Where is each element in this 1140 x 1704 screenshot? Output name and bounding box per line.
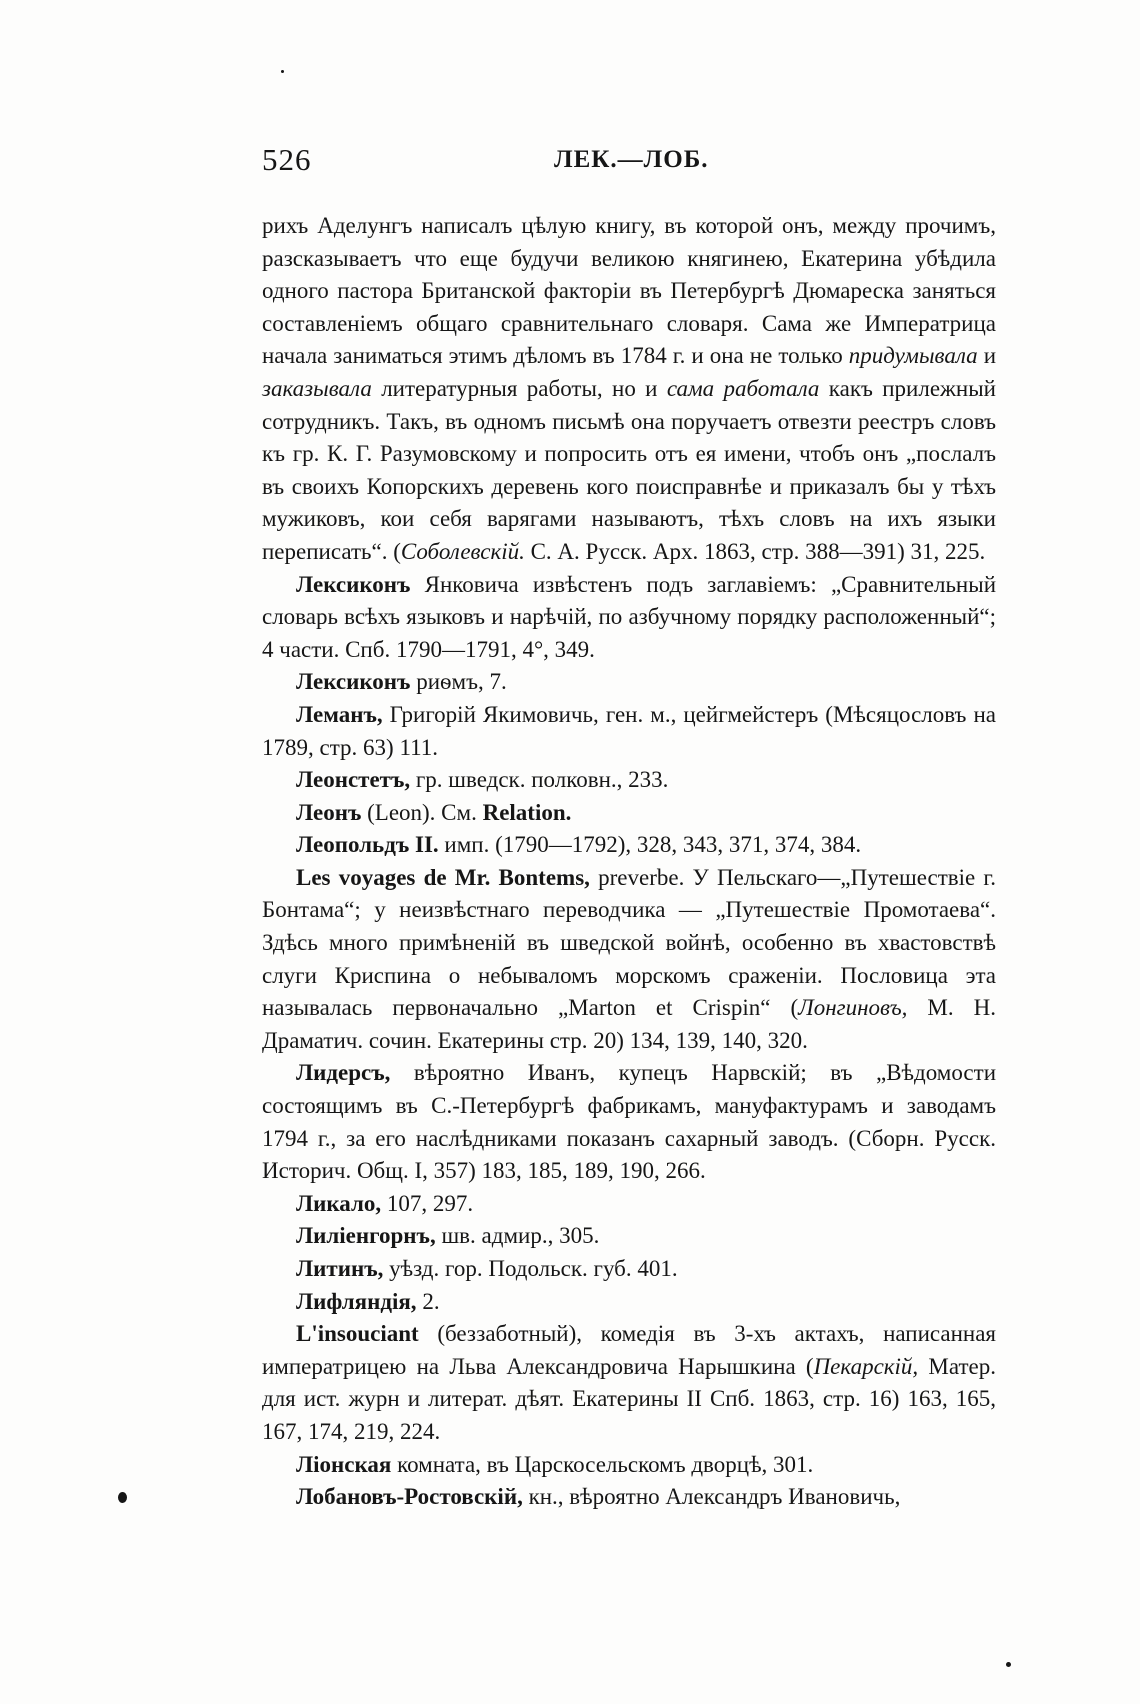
entry-text: М. Н. Драматич. сочин. Екатерины стр. 20) 134, 139, 140, 320. bbox=[262, 995, 997, 1053]
entry-text: имп. (1790—1792), 328, 343, 371, 374, 384. bbox=[438, 832, 862, 858]
entry-text: Григорій Якимовичь, ген. м., цейгмейстеръ (Мѣсяцословъ на 1789, стр. 63) 111. bbox=[262, 701, 996, 760]
entry-text: (беззаботный), комедія въ 3-хъ актахъ, написанная императрицею на Льва Александровича Нарышкина ( bbox=[262, 1321, 996, 1379]
headword: Леонстетъ, bbox=[296, 767, 411, 793]
headword: Ліонская bbox=[296, 1451, 392, 1477]
headword: Леопольдъ II. bbox=[296, 832, 439, 858]
italic-text: Пекарскій, bbox=[813, 1353, 919, 1379]
index-entry bbox=[262, 764, 996, 797]
ink-mark bbox=[118, 1492, 127, 1503]
headword: Les voyages de Mr. Bontems, bbox=[296, 864, 590, 890]
headword: L'insouciant bbox=[296, 1321, 419, 1347]
index-entry bbox=[262, 797, 996, 830]
headword: Леманъ, bbox=[296, 701, 383, 727]
index-entry bbox=[262, 1220, 996, 1253]
entry-text: гр. шведск. полковн., 233. bbox=[410, 767, 669, 793]
ink-mark bbox=[281, 70, 284, 73]
entry-text: литературныя работы, но и bbox=[371, 375, 667, 401]
headword: Лидерсъ, bbox=[296, 1060, 391, 1086]
index-entry bbox=[262, 1318, 996, 1448]
entry-text: (Leon). См. bbox=[361, 799, 483, 825]
headword: Лексиконъ bbox=[296, 571, 411, 597]
index-entry bbox=[262, 699, 996, 764]
entry-text: Янковича извѣстенъ подъ заглавіемъ: „Сравнительный словарь всѣхъ языковъ и нарѣчій, по азбучному порядку расположенный“; 4 части. Спб. 1790—1791, 4°, 349. bbox=[262, 571, 996, 662]
index-entry bbox=[262, 862, 996, 1058]
entry-text: кн., вѣроятно Александръ Ивановичь, bbox=[522, 1484, 901, 1510]
entry-text: Матер. для ист. журн и литерат. дѣят. Екатерины II Спб. 1863, стр. 16) 163, 165, 167, 174, 219, 224. bbox=[262, 1353, 996, 1444]
italic-text: заказывала bbox=[262, 375, 372, 401]
index-entries bbox=[262, 569, 996, 1514]
entry-text: риѳмъ, 7. bbox=[410, 669, 507, 695]
headword: Леонъ bbox=[296, 799, 362, 825]
index-entry bbox=[262, 1253, 996, 1286]
index-entry bbox=[262, 1481, 996, 1514]
entry-text: уѣзд. гор. Подольск. губ. 401. bbox=[383, 1256, 678, 1281]
continuation-paragraph bbox=[262, 210, 996, 569]
italic-text: сама работала bbox=[666, 375, 820, 401]
ink-mark bbox=[1006, 1662, 1011, 1667]
entry-text: шв. адмир., 305. bbox=[435, 1223, 600, 1249]
headword: Лексиконъ bbox=[296, 669, 411, 695]
headword: Литинъ, bbox=[296, 1256, 384, 1281]
italic-text: Соболевскій. bbox=[400, 538, 525, 564]
entry-text: рихъ Аделунгъ написалъ цѣлую книгу, въ которой онъ, между прочимъ, разсказываетъ что еще будучи великою княгинею, Екатерина убѣдила одного пастора Британской факторіи въ Петербургѣ Дюмареска заняться составленіемъ общаго сравнительнаго словаря. Сама же Императрица начала заниматься этимъ дѣломъ въ 1784 г. и она не только bbox=[262, 213, 996, 369]
index-entry bbox=[262, 666, 996, 699]
entry-text: вѣроятно Иванъ, купецъ Нарвскій; въ „Вѣдомости состоящимъ въ С.-Петербургѣ фабрикамъ, мануфактурамъ и заводамъ 1794 г., за его наслѣдниками показанъ сахарный заводъ. (Сборн. Русск. Историч. Общ. I, 357) 183, 185, 189, 190, 266. bbox=[262, 1060, 996, 1184]
entry-text: 107, 297. bbox=[381, 1190, 474, 1216]
entry-text: С. А. Русск. Арх. 1863, стр. 388—391) 31, 225. bbox=[524, 538, 986, 564]
entry-text: 2. bbox=[416, 1288, 440, 1314]
index-entry bbox=[262, 1449, 996, 1482]
italic-text: придумывала bbox=[848, 343, 978, 369]
headword: Лифляндія, bbox=[296, 1288, 417, 1314]
index-entry bbox=[262, 829, 996, 862]
page-header bbox=[262, 142, 996, 186]
index-entry bbox=[262, 1286, 996, 1319]
headword: Ликало, bbox=[296, 1190, 382, 1216]
entry-text: и bbox=[977, 343, 996, 369]
page-body bbox=[262, 210, 996, 1514]
index-entry bbox=[262, 1188, 996, 1221]
headword: Лобановъ-Ростовскій, bbox=[296, 1484, 523, 1510]
page-number: 526 bbox=[262, 142, 312, 177]
index-entry bbox=[262, 569, 996, 667]
entry-text: какъ прилежный сотрудникъ. Такъ, въ одномъ письмѣ она поручаетъ отвезти реестръ словъ къ гр. К. Г. Разумовскому и попросить отъ ея имени, чтобъ онъ „послалъ въ своихъ Копорскихъ деревень кого поисправнѣе и приказалъ бы у тѣхъ мужиковъ, кои себя варягами называютъ, тѣхъ словъ на ихъ языки переписать“. ( bbox=[262, 375, 996, 564]
headword: Relation. bbox=[482, 799, 572, 825]
index-entry bbox=[262, 1057, 996, 1187]
italic-text: Лонгиновъ, bbox=[798, 995, 908, 1021]
running-head: ЛЕК.—ЛОБ. bbox=[554, 146, 709, 173]
entry-text: комната, въ Царскосельскомъ дворцѣ, 301. bbox=[391, 1451, 814, 1477]
entry-text: preverbe. У Пельскаго—„Путешествіе г. Бонтама“; у неизвѣстнаго переводчика — „Путешествіе Промотаева“. Здѣсь много примѣненій въ шведской войнѣ, особенно въ хвастовствѣ слуги Криспина о небываломъ морскомъ сраженіи. Пословица эта называлась первоначально „Marton et Crispin“ ( bbox=[262, 864, 997, 1021]
headword: Лиліенгорнъ, bbox=[296, 1223, 436, 1249]
